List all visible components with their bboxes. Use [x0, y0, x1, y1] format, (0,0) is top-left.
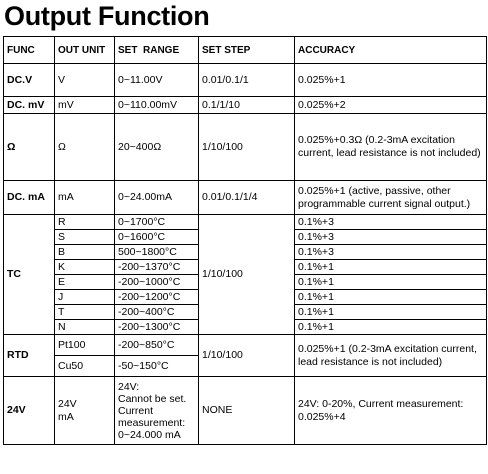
accuracy-cell: 0.025%+1 (0.2-3mA excitation current, lead resistance is not included) [295, 335, 487, 377]
range-cell: -50~150°C [115, 356, 199, 377]
step-cell: 0.1/1/10 [199, 97, 295, 114]
header-set-step: SET STEP [199, 37, 295, 64]
range-cell: -200~1300°C [115, 320, 199, 335]
accuracy-cell: 0.025%+0.3Ω (0.2-3mA excitation current, lead resistance is not included) [295, 114, 487, 181]
range-cell: -200~1370°C [115, 260, 199, 275]
table-row [4, 335, 487, 356]
func-cell: DC.V [4, 64, 55, 97]
accuracy-cell: 0.1%+1 [295, 290, 487, 305]
func-cell: RTD [4, 335, 55, 377]
unit-cell: mA [55, 181, 115, 215]
step-cell: 0.01/0.1/1/4 [199, 181, 295, 215]
func-cell: DC. mV [4, 97, 55, 114]
accuracy-cell: 0.1%+1 [295, 260, 487, 275]
step-cell: 1/10/100 [199, 335, 295, 377]
accuracy-cell: 0.025%+2 [295, 97, 487, 114]
unit-cell: Pt100 [55, 335, 115, 356]
step-cell: 0.01/0.1/1 [199, 64, 295, 97]
unit-cell: S [55, 230, 115, 245]
unit-cell: Ω [55, 114, 115, 181]
accuracy-cell: 0.1%+3 [295, 230, 487, 245]
table-row [4, 215, 487, 230]
unit-cell: V [55, 64, 115, 97]
output-function-table [3, 36, 487, 445]
header-row [4, 37, 487, 64]
unit-cell: R [55, 215, 115, 230]
unit-cell: N [55, 320, 115, 335]
unit-cell: E [55, 275, 115, 290]
header-accuracy: ACCURACY [295, 37, 487, 64]
range-cell: 0~11.00V [115, 64, 199, 97]
accuracy-cell: 0.1%+1 [295, 320, 487, 335]
accuracy-cell: 0.1%+1 [295, 305, 487, 320]
accuracy-cell: 0.1%+3 [295, 215, 487, 230]
unit-cell: 24V mA [55, 377, 115, 445]
unit-cell: Cu50 [55, 356, 115, 377]
range-cell: 20~400Ω [115, 114, 199, 181]
table-row [4, 377, 487, 445]
accuracy-cell: 24V: 0-20%, Current measurement: 0.025%+4 [295, 377, 487, 445]
step-cell: 1/10/100 [199, 215, 295, 335]
step-cell: 1/10/100 [199, 114, 295, 181]
accuracy-cell: 0.025%+1 (active, passive, other programmable current signal output.) [295, 181, 487, 215]
unit-cell: mV [55, 97, 115, 114]
range-cell: -200~1000°C [115, 275, 199, 290]
unit-cell: J [55, 290, 115, 305]
unit-cell: T [55, 305, 115, 320]
func-cell: Ω [4, 114, 55, 181]
accuracy-cell: 0.025%+1 [295, 64, 487, 97]
range-cell: -200~1200°C [115, 290, 199, 305]
header-out-unit: OUT UNIT [55, 37, 115, 64]
range-cell: 0~24.00mA [115, 181, 199, 215]
range-cell: 0~1600°C [115, 230, 199, 245]
range-cell: -200~850°C [115, 335, 199, 356]
func-cell: DC. mA [4, 181, 55, 215]
page-title: Output Function [4, 1, 210, 31]
unit-cell: B [55, 245, 115, 260]
range-cell: 0~110.00mV [115, 97, 199, 114]
range-cell: 500~1800°C [115, 245, 199, 260]
table-row [4, 181, 487, 215]
table-row [4, 114, 487, 181]
func-cell: 24V [4, 377, 55, 445]
step-cell: NONE [199, 377, 295, 445]
header-set-range: SET RANGE [115, 37, 199, 64]
table-row [4, 97, 487, 114]
accuracy-cell: 0.1%+3 [295, 245, 487, 260]
range-cell: -200~400°C [115, 305, 199, 320]
header-func: FUNC [4, 37, 55, 64]
func-cell: TC [4, 215, 55, 335]
range-cell: 0~1700°C [115, 215, 199, 230]
range-cell: 24V: Cannot be set. Current measurement: 0~24.000 mA [115, 377, 199, 445]
table-row [4, 64, 487, 97]
unit-cell: K [55, 260, 115, 275]
accuracy-cell: 0.1%+1 [295, 275, 487, 290]
